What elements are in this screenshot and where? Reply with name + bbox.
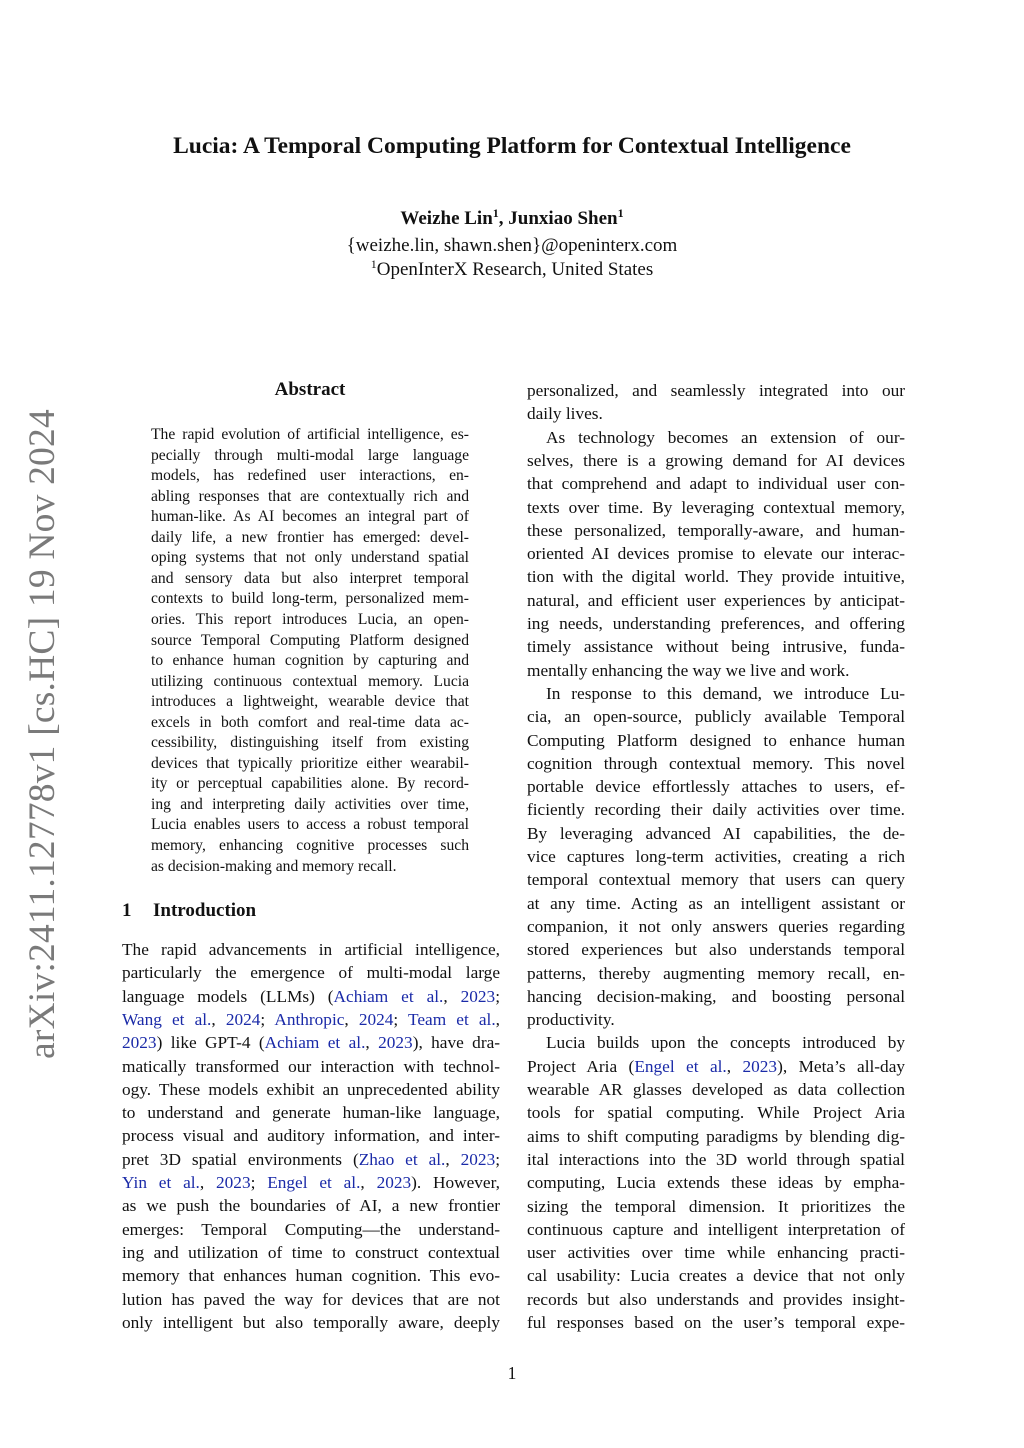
body-line	[122, 1078, 500, 1101]
text-run: matically transformed our interaction with technol-	[122, 1056, 500, 1076]
body-line	[527, 845, 905, 868]
text-run: ,	[445, 1149, 461, 1169]
body-line	[122, 1031, 500, 1054]
text-run: that comprehend and adapt to individual user con-	[527, 474, 905, 494]
text-run: ) like GPT-4 (	[156, 1033, 265, 1053]
text-run: Project Aria (	[527, 1056, 635, 1076]
arxiv-stamp: arXiv:2411.12778v1 [cs.HC] 19 Nov 2024	[22, 409, 63, 1059]
text-run: natural, and efficient user experiences by anticipat-	[527, 590, 905, 610]
body-line	[527, 868, 905, 891]
text-run: to understand and generate human-like language,	[122, 1103, 500, 1123]
text-run: records but also understands and provides insight-	[527, 1289, 905, 1309]
text-run: ), have dra-	[412, 1033, 500, 1053]
text-run: sizing the temporal dimension. It prioritizes the	[527, 1196, 905, 1216]
text-run: only intelligent but also temporally aware, deeply	[122, 1312, 500, 1332]
text-run: patterns, thereby augmenting memory recall, en-	[527, 963, 905, 983]
text-run: ,	[495, 1009, 500, 1029]
text-run: tion with the digital world. They provide intuitive,	[527, 567, 905, 587]
text-run: ful responses based on the user’s temporal expe-	[527, 1313, 905, 1332]
body-line	[527, 1078, 905, 1101]
body-line	[527, 589, 905, 612]
text-run: pret 3D spatial environments (	[122, 1149, 359, 1169]
section-title: Introduction	[153, 900, 257, 921]
body-line	[122, 1055, 500, 1078]
text-run: As technology becomes an extension of our-	[546, 427, 905, 447]
text-run: hancing decision-making, and boosting personal	[527, 986, 905, 1006]
body-line	[527, 496, 905, 519]
citation-link[interactable]: Wang et al.	[122, 1009, 212, 1029]
citation-link[interactable]: 2023	[460, 1149, 496, 1169]
text-run: stored experiences but also understands temporal	[527, 940, 905, 960]
citation-link[interactable]: Team et al.	[408, 1009, 496, 1029]
abstract-line: excels in both comfort and real-time data ac-	[151, 713, 469, 731]
text-run: computing, Lucia extends these ideas by empha-	[527, 1173, 905, 1193]
text-run: selves, there is a growing demand for AI devices	[527, 450, 905, 470]
citation-link[interactable]: 2024	[225, 1009, 261, 1029]
body-line	[527, 1125, 905, 1148]
abstract-line: oping systems that not only understand spatial	[151, 549, 469, 567]
text-run: memory that enhances human cognition. This evo-	[122, 1266, 500, 1286]
text-run: ,	[365, 1033, 379, 1053]
body-line	[122, 985, 500, 1008]
text-run: daily lives.	[527, 404, 603, 424]
citation-link[interactable]: Anthropic	[274, 1009, 345, 1029]
section-number: 1	[122, 900, 132, 921]
text-run: cal usability: Lucia creates a device that not only	[527, 1266, 905, 1286]
text-run: ,	[211, 1009, 226, 1029]
abstract-line: devices that typically prioritize either wearabil-	[151, 754, 469, 772]
body-line	[122, 1194, 500, 1217]
abstract-line: to enhance human cognition by capturing and	[151, 652, 469, 670]
body-line	[527, 565, 905, 588]
text-run: ;	[260, 1009, 275, 1029]
text-run: mentally enhancing the way we live and work.	[527, 660, 850, 680]
body-line	[527, 775, 905, 798]
body-line	[527, 379, 905, 402]
body-line	[122, 1008, 500, 1031]
abstract-line: introduces a lightweight, wearable device that	[151, 693, 469, 711]
text-run: ,	[344, 1009, 359, 1029]
body-line	[122, 1218, 500, 1241]
body-line	[527, 1055, 905, 1078]
text-run: ). However,	[411, 1173, 500, 1192]
body-line	[527, 1101, 905, 1124]
body-line	[527, 612, 905, 635]
body-line	[122, 1148, 500, 1171]
body-line	[527, 1241, 905, 1264]
body-line	[527, 729, 905, 752]
body-line	[527, 962, 905, 985]
body-line	[527, 542, 905, 565]
text-run: particularly the emergence of multi-modal large	[122, 963, 500, 983]
text-run: these personalized, temporally-aware, and human-	[527, 520, 905, 540]
author-separator: ,	[498, 208, 509, 229]
body-line	[122, 961, 500, 984]
abstract-line: memory, enhancing cognitive processes such	[151, 837, 469, 854]
author-affil-mark: 1	[492, 206, 499, 220]
abstract-line: ity or perceptual capabilities alone. By record-	[151, 775, 469, 793]
body-line	[527, 1195, 905, 1218]
body-line	[527, 519, 905, 542]
author-names	[0, 208, 1024, 230]
text-run: ,	[726, 1056, 743, 1076]
text-run: cia, an open-source, publicly available Temporal	[527, 707, 905, 727]
text-run: Computing Platform designed to enhance human	[527, 730, 905, 750]
body-line	[122, 1124, 500, 1147]
citation-link[interactable]: 2023	[216, 1173, 251, 1192]
text-run: By leveraging advanced AI capabilities, the de-	[527, 823, 905, 843]
abstract-line: and sensory data but also interpret temporal	[151, 569, 469, 587]
text-run: ,	[360, 1173, 377, 1192]
abstract-line: human-like. As AI becomes an integral part of	[151, 508, 469, 526]
body-line	[527, 1218, 905, 1241]
body-line	[527, 1288, 905, 1311]
text-run: The rapid advancements in artificial intelligence,	[122, 940, 500, 959]
body-line	[527, 822, 905, 845]
text-run: ing needs, understanding preferences, and offering	[527, 614, 905, 633]
body-line	[122, 1288, 500, 1311]
body-line	[122, 1241, 500, 1264]
citation-link[interactable]: Engel et al.	[267, 1173, 361, 1192]
body-line	[527, 1008, 905, 1031]
abstract-line: abling responses that are contextually rich and	[151, 487, 469, 505]
text-run: continuous capture and intelligent interpretation of	[527, 1219, 905, 1239]
body-line	[527, 1264, 905, 1287]
text-run: texts over time. By leveraging contextual memory,	[527, 497, 905, 517]
body-line	[527, 752, 905, 775]
text-run: language models (LLMs) (	[122, 986, 334, 1006]
text-run: temporal contextual memory that users can query	[527, 870, 905, 890]
text-run: ;	[393, 1009, 409, 1029]
body-line	[527, 472, 905, 495]
abstract-line: ories. This report introduces Lucia, an open-	[151, 610, 469, 628]
abstract-line: pecially through multi-modal large language	[151, 446, 469, 464]
text-run: ;	[495, 1149, 501, 1169]
body-line	[527, 892, 905, 915]
body-line	[527, 915, 905, 938]
author-affiliation	[0, 259, 1024, 281]
body-line	[527, 1171, 905, 1194]
body-line	[527, 798, 905, 821]
text-run: at any time. Acting as an intelligent assistant or	[527, 893, 905, 913]
affiliation-mark: 1	[370, 257, 377, 271]
text-run: ital interactions into the 3D world through spatial	[527, 1149, 905, 1169]
body-line	[527, 426, 905, 449]
page-number: 1	[507, 1363, 517, 1383]
citation-link[interactable]: 2023	[460, 986, 496, 1006]
body-line	[527, 938, 905, 961]
citation-link[interactable]: Yin et al.	[122, 1173, 200, 1192]
text-run: ;	[495, 986, 500, 1006]
text-run: portable device effortlessly attaches to users, ef-	[527, 777, 905, 797]
text-run: personalized, and seamlessly integrated into our	[527, 381, 905, 400]
body-line	[122, 938, 500, 961]
abstract-line: Lucia enables users to access a robust temporal	[151, 816, 469, 834]
body-line	[527, 1148, 905, 1171]
citation-link[interactable]: Achiam et al.	[333, 986, 444, 1006]
text-run: vice captures long-term activities, creating a rich	[527, 847, 905, 866]
paper-title: Lucia: A Temporal Computing Platform for Contextual Intelligence	[173, 133, 851, 159]
text-run: timely assistance without being intrusive, funda-	[527, 637, 905, 657]
affiliation-text: OpenInterX Research, United States	[376, 259, 654, 280]
body-line	[527, 682, 905, 705]
text-run: In response to this demand, we introduce Lu-	[546, 683, 905, 703]
abstract-line: models, has redefined user interactions, en-	[151, 467, 469, 485]
text-run: process visual and auditory information, and inter-	[122, 1126, 500, 1146]
body-line	[527, 402, 905, 425]
citation-link[interactable]: 2024	[358, 1009, 394, 1029]
author-name: Junxiao Shen	[508, 208, 618, 229]
abstract-line: as decision-making and memory recall.	[151, 857, 397, 875]
body-line	[122, 1101, 500, 1124]
body-line	[527, 635, 905, 658]
author-affil-mark: 1	[617, 206, 624, 220]
abstract-line: daily life, a new frontier has emerged: devel-	[151, 528, 469, 546]
body-line	[527, 659, 905, 682]
citation-link[interactable]: Zhao et al.	[358, 1149, 446, 1169]
citation-link[interactable]: Engel et al.	[634, 1056, 727, 1076]
text-run: user activities over time while enhancing practi-	[527, 1243, 905, 1263]
text-run: companion, it not only answers queries regarding	[527, 916, 905, 936]
body-line	[122, 1264, 500, 1287]
abstract-line: utilizing continuous contextual memory. Lucia	[151, 672, 469, 690]
citation-link[interactable]: 2023	[376, 1173, 412, 1192]
body-line	[527, 1031, 905, 1054]
body-line	[527, 449, 905, 472]
text-run: ;	[250, 1173, 268, 1192]
text-run: as we push the boundaries of AI, a new frontier	[122, 1196, 500, 1216]
body-line	[527, 985, 905, 1008]
text-run: cognition through contextual memory. This novel	[527, 753, 905, 773]
text-run: Lucia builds upon the concepts introduced by	[546, 1033, 905, 1053]
section-heading-introduction	[122, 898, 256, 924]
body-line	[527, 1311, 905, 1334]
citation-link[interactable]: 2023	[742, 1056, 778, 1076]
body-line	[122, 1311, 500, 1334]
author-email: {weizhe.lin, shawn.shen}@openinterx.com	[346, 235, 678, 256]
abstract-line: The rapid evolution of artificial intelligence, es-	[151, 426, 469, 443]
text-run: oriented AI devices promise to elevate our interac-	[527, 544, 905, 564]
author-name: Weizhe Lin	[400, 208, 493, 229]
abstract-line: cessibility, distinguishing itself from existing	[151, 734, 469, 752]
abstract-line: contexts to build long-term, personalized mem-	[151, 590, 469, 608]
citation-link[interactable]: 2023	[378, 1033, 413, 1053]
text-run: ), Meta’s all-day	[777, 1056, 906, 1076]
text-run: productivity.	[527, 1010, 615, 1030]
text-run: tools for spatial computing. While Project Aria	[527, 1103, 905, 1123]
text-run: ogy. These models exhibit an unprecedented ability	[122, 1079, 500, 1099]
body-line	[527, 705, 905, 728]
text-run: aims to shift computing paradigms by blending dig-	[527, 1126, 905, 1146]
citation-link[interactable]: Achiam et al.	[264, 1033, 366, 1053]
text-run: ,	[443, 986, 461, 1006]
text-run: ficiently recording their daily activities over time.	[527, 800, 905, 820]
body-line	[122, 1171, 500, 1194]
text-run: ing and utilization of time to construct contextual	[122, 1242, 500, 1262]
text-run: lution has paved the way for devices that are not	[122, 1289, 500, 1309]
abstract-line: source Temporal Computing Platform designed	[151, 631, 469, 649]
text-run: ,	[199, 1173, 217, 1192]
abstract-line: ing and interpreting daily activities over time,	[151, 795, 469, 813]
abstract-heading: Abstract	[274, 379, 346, 400]
text-run: wearable AR glasses developed as data collection	[527, 1080, 905, 1099]
citation-link[interactable]: 2023	[122, 1033, 157, 1053]
text-run: emerges: Temporal Computing—the understand-	[122, 1219, 500, 1239]
